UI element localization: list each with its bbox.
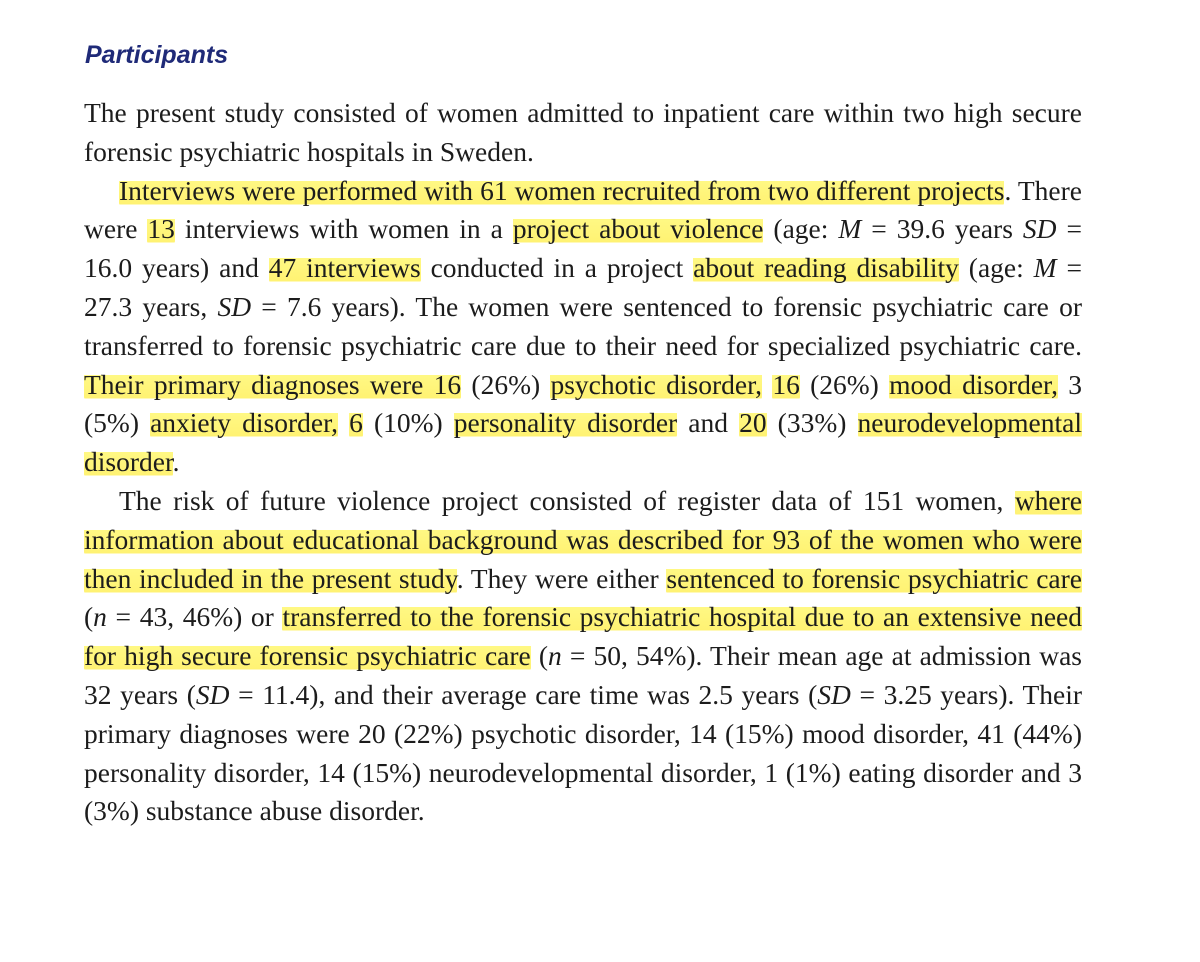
text-run — [338, 407, 349, 438]
text-run: conducted in a project — [420, 252, 694, 284]
text-run: . They were either — [456, 562, 667, 594]
text-run: = 39.6 years — [861, 213, 1023, 245]
highlight: about reading disability — [693, 252, 959, 284]
text-run: (33%) — [766, 407, 858, 439]
paragraph-1 — [84, 94, 1082, 172]
text-run: ( — [84, 601, 94, 633]
text-run: = 43, 46%) or — [106, 601, 283, 633]
paragraph-3 — [84, 482, 1082, 831]
text-run: = 50, 54%). Their mean age at admission was 32 years ( — [84, 640, 1082, 710]
highlight: personality disorder — [453, 407, 678, 439]
text-run: The risk of future violence project consisted of register data of 151 women, — [119, 484, 1015, 516]
stat-symbol: SD — [195, 678, 230, 710]
stat-symbol: M — [1033, 252, 1057, 284]
text-run: (10%) — [362, 407, 454, 439]
highlight: psychotic disorder, — [550, 368, 763, 400]
text-run — [762, 369, 772, 400]
highlight: 47 interviews — [268, 252, 421, 284]
highlight: project about violence — [512, 213, 764, 245]
highlight: 6 — [349, 407, 363, 439]
stat-symbol: SD — [1022, 213, 1057, 245]
highlight: Interviews were performed with 61 women recruited from two different projects — [119, 174, 1005, 206]
highlight: Their primary diagnoses were 16 — [84, 368, 462, 400]
stat-symbol: n — [93, 601, 107, 633]
stat-symbol: M — [838, 213, 862, 245]
text-run: (26%) — [799, 368, 890, 400]
highlight: 16 — [772, 368, 800, 400]
highlight: mood disorder, — [889, 368, 1058, 400]
text-run: (age: — [763, 213, 839, 245]
text-run: = 27.3 years, — [84, 252, 1082, 322]
paragraph-2 — [84, 172, 1082, 482]
text-run: = 3.25 years). Their primary diagnoses were 20 (22%) psychotic disorder, 14 (15%) mood disorder, 41 (44%) personality disorder, 14 (15%) neurodevelopmental disorder, 1 (1%) eating disorder and 3 (3%) substance abuse disorder. — [84, 678, 1082, 827]
highlight: 20 — [739, 407, 767, 439]
text-run: . There were — [84, 174, 1082, 245]
highlight: sentenced to forensic psychiatric care — [666, 562, 1082, 594]
highlight: 13 — [147, 213, 175, 245]
text-run: . — [172, 446, 180, 478]
text-run: = 11.4), and their average care time was 2.5 years ( — [229, 678, 818, 710]
text-run: 3 (5%) — [84, 368, 1083, 439]
text-run: The present study consisted of women admitted to inpatient care within two high secure forensic psychiatric hospitals in Sweden. — [84, 97, 1082, 167]
stat-symbol: n — [548, 640, 562, 672]
section-heading: Participants — [85, 41, 229, 69]
highlight: transferred to the forensic psychiatric hospital due to an extensive need for high secure forensic psychiatric care — [84, 601, 1083, 672]
text-run: = 7.6 years). The women were sentenced to forensic psychiatric care or transferred to forensic psychiatric care due to their need for specialized psychiatric care. — [84, 290, 1082, 361]
highlight: neurodevelopmental disorder — [84, 407, 1082, 478]
text-run: = 16.0 years) and — [84, 213, 1083, 284]
highlight: where information about educational background was described for 93 of the women who were then included in the present study — [84, 484, 1082, 594]
article-section — [84, 38, 1082, 831]
stat-symbol: SD — [817, 678, 851, 710]
highlight: anxiety disorder, — [150, 407, 339, 439]
text-run: and — [677, 407, 740, 439]
text-run: interviews with women in a — [174, 213, 513, 245]
stat-symbol: SD — [217, 290, 252, 322]
text-run: (age: — [958, 252, 1034, 284]
text-run: ( — [530, 640, 549, 672]
text-run: (26%) — [461, 368, 551, 400]
